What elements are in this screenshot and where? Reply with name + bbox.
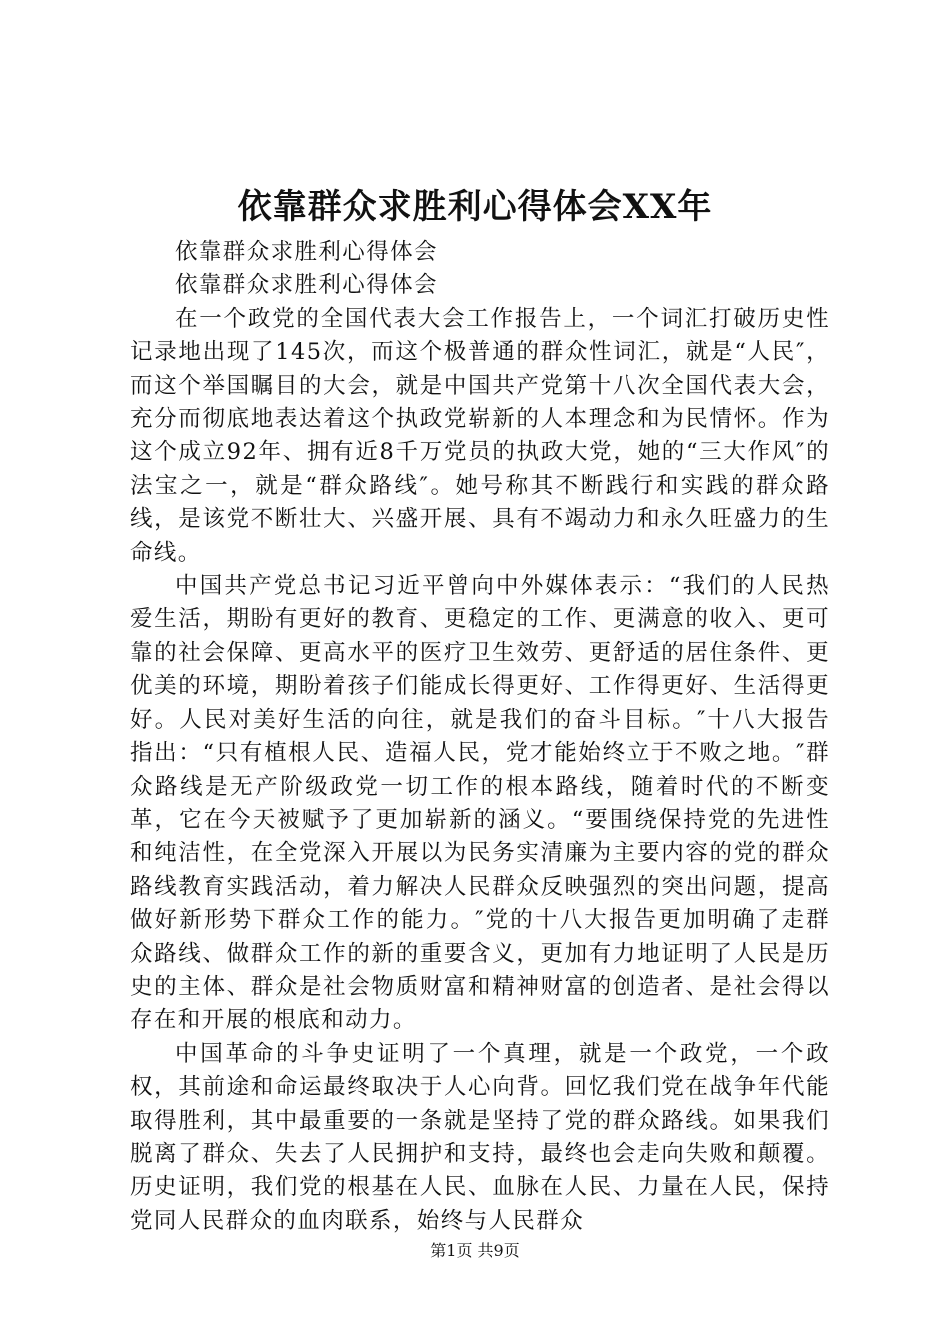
subtitle-line: 依靠群众求胜利心得体会 — [175, 239, 438, 265]
body-paragraph: 中国革命的斗争史证明了一个真理，就是一个政党，一个政权，其前途和命运最终取决于人心向背。回忆我们党在战争年代能取得胜利，其中最重要的一条就是坚持了党的群众路线。如果我们脱离了群众、失去了人民拥护和支持，最终也会走向失败和颠覆。历史证明，我们党的根基在人民、血脉在人民、力量在人民，保持党同人民群众的血肉联系，始终与人民群众 — [130, 1040, 830, 1234]
document-title: 依靠群众求胜利心得体会XX年 — [237, 187, 713, 227]
body-paragraph: 中国共产党总书记习近平曾向中外媒体表示：“我们的人民热爱生活，期盼有更好的教育、更稳定的工作、更满意的收入、更可靠的社会保障、更高水平的医疗卫生效劳、更舒适的居住条件、更优美的环境，期盼着孩子们能成长得更好、工作得更好、生活得更好。人民对美好生活的向往，就是我们的奋斗目标。″十八大报告指出：“只有植根人民、造福人民，党才能始终立于不败之地。″群众路线是无产阶级政党一切工作的根本路线，随着时代的不断变革，它在今天被赋予了更加崭新的涵义。“要围绕保持党的先进性和纯洁性，在全党深入开展以为民务实清廉为主要内容的党的群众路线教育实践活动，着力解决人民群众反映强烈的突出问题，提高做好新形势下群众工作的能力。″党的十八大报告更加明确了走群众路线、做群众工作的新的重要含义，更加有力地证明了人民是历史的主体、群众是社会物质财富和精神财富的创造者、是社会得以存在和开展的根底和动力。 — [130, 573, 830, 1034]
subtitle-line: 依靠群众求胜利心得体会 — [175, 272, 438, 299]
page-number-footer: 第1页 共9页 — [430, 1241, 520, 1260]
document-body — [130, 236, 830, 1238]
body-paragraph: 在一个政党的全国代表大会工作报告上，一个词汇打破历史性记录地出现了145次，而这个极普通的群众性词汇，就是“人民″，而这个举国瞩目的大会，就是中国共产党第十八次全国代表大会，充分而彻底地表达着这个执政党崭新的人本理念和为民情怀。作为这个成立92年、拥有近8千万党员的执政大党，她的“三大作风″的法宝之一，就是“群众路线″。她号称其不断践行和实践的群众路线，是该党不断壮大、兴盛开展、具有不竭动力和永久旺盛力的生命线。 — [130, 305, 830, 566]
